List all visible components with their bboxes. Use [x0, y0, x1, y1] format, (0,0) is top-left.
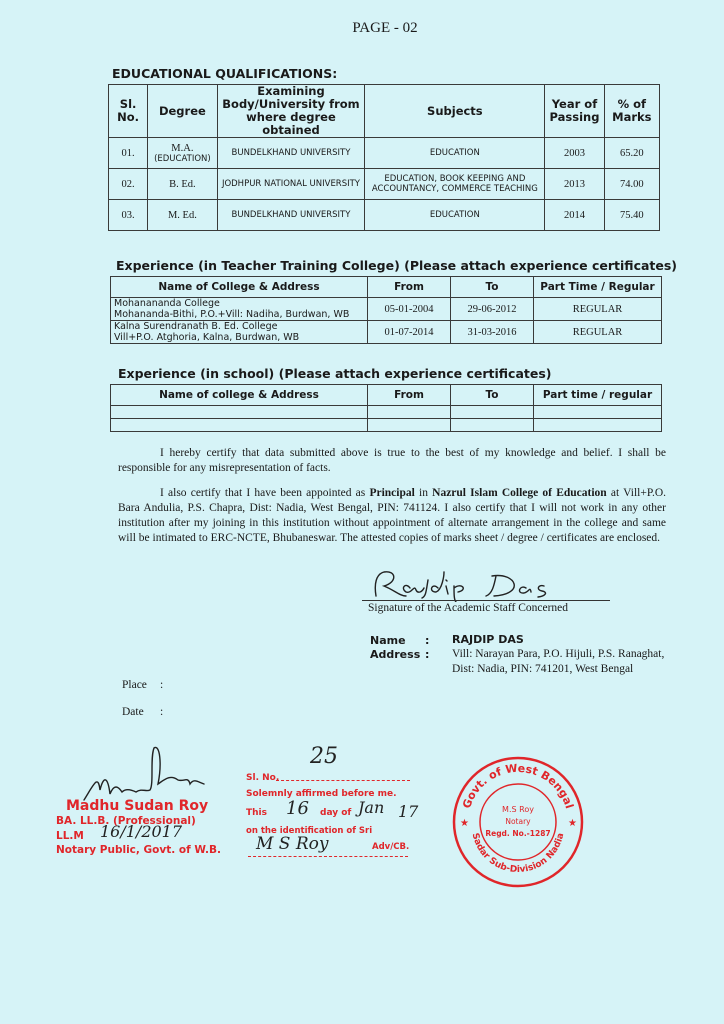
cell-degree: M. Ed. — [148, 200, 217, 231]
place-label: Place — [122, 679, 147, 691]
cell-subjects: EDUCATION, BOOK KEEPING AND ACCOUNTANCY, COMMERCE TEACHING — [365, 169, 545, 200]
day-of-label: day of — [320, 808, 352, 818]
degree-name: M.A. — [171, 142, 194, 154]
col-degree: Degree — [148, 85, 217, 138]
college-name: Mohanananda College — [114, 298, 220, 309]
school-header-row — [111, 385, 662, 406]
handwritten-signature — [366, 566, 586, 602]
notary-handwritten-date: 16/1/2017 — [100, 822, 183, 841]
declaration-paragraph-1 — [118, 446, 666, 476]
serial-handwritten: 25 — [310, 744, 338, 769]
name-colon: : — [425, 634, 430, 647]
adv-label: Adv/CB. — [372, 842, 410, 852]
seal-star-left: ★ — [460, 818, 469, 829]
notary-name: Madhu Sudan Roy — [66, 798, 209, 814]
school-experience-title: Experience (in school) (Please attach experience certificates) — [118, 366, 552, 381]
empty-row — [111, 419, 662, 432]
cell-degree — [148, 138, 217, 169]
cell-degree: B. Ed. — [148, 169, 217, 200]
address-line-2: Dist: Nadia, PIN: 741201, West Bengal — [452, 663, 634, 675]
this-label: This — [246, 808, 267, 818]
identification-line: on the identification of Sri — [246, 826, 373, 836]
page-number: PAGE - 02 — [352, 20, 418, 36]
col-sl: Sl. No. — [109, 85, 148, 138]
cell-college — [111, 321, 368, 344]
text: in — [414, 487, 433, 499]
declaration-text-1: I hereby certify that data submitted above is true to the best of my knowledge and belief. I shall be responsible for any misrepresentation of facts. — [118, 447, 666, 474]
cell-sl: 01. — [109, 138, 148, 169]
position-bold: Principal — [369, 487, 415, 499]
col-year: Year of Passing — [545, 85, 604, 138]
cell-year: 2003 — [545, 138, 604, 169]
col-from: From — [368, 277, 451, 298]
identified-handwritten: M S Roy — [256, 834, 329, 854]
cell-to: 29-06-2012 — [451, 298, 534, 321]
cell-sl: 02. — [109, 169, 148, 200]
col-name: Name of College & Address — [111, 277, 368, 298]
cell-year: 2014 — [545, 200, 604, 231]
col-type: Part Time / Regular — [534, 277, 662, 298]
empty-cell — [451, 419, 534, 432]
cell-college — [111, 298, 368, 321]
cell-subjects: EDUCATION — [365, 138, 545, 169]
college-experience-title: Experience (in Teacher Training College) (Please attach experience certificates) — [116, 258, 678, 273]
empty-cell — [111, 419, 368, 432]
empty-cell — [534, 406, 662, 419]
institution-bold: Nazrul Islam College of Education — [432, 487, 607, 499]
empty-cell — [368, 419, 451, 432]
cell-body: BUNDELKHAND UNIVERSITY — [217, 200, 365, 231]
notary-signature — [80, 744, 220, 804]
table-row — [109, 138, 660, 169]
name-label: Name — [370, 634, 406, 647]
education-title: EDUCATIONAL QUALIFICATIONS: — [112, 66, 338, 81]
text: I also certify that I have been appointed as — [160, 487, 370, 499]
cell-from: 01-07-2014 — [368, 321, 451, 344]
empty-cell — [368, 406, 451, 419]
cell-type: REGULAR — [534, 298, 662, 321]
college-header-row — [111, 277, 662, 298]
college-address: Mohananda-Bithi, P.O.+Vill: Nadiha, Burdwan, WB — [114, 309, 350, 320]
school-experience-table — [110, 384, 662, 432]
sl-no-label: Sl. No. — [246, 773, 280, 783]
text: at Vill+P.O. Bara Andulia, P.S. Chapra, Dist: Nadia, West Bengal, PIN: 741124. I also certify that I will not work in any other institution after my joining in this institution without appointment of alternate arrangement in the college and same will be intimated to ERC-NCTE, Bhubaneswar. The attested copies of marks sheet / degree / certificates are enclosed. — [118, 487, 667, 544]
cell-sl: 03. — [109, 200, 148, 231]
seal-top-text: Govt. of West Bengal — [460, 761, 576, 811]
notary-llm: LL.M — [56, 830, 84, 842]
college-name: Kalna Surendranath B. Ed. College — [114, 321, 278, 332]
col-marks: % of Marks — [604, 85, 659, 138]
bottom-line — [248, 856, 408, 857]
table-row — [109, 200, 660, 231]
cell-marks: 74.00 — [604, 169, 659, 200]
col-type: Part time / regular — [534, 385, 662, 406]
day-handwritten: 16 — [286, 798, 309, 819]
date-label: Date — [122, 706, 144, 718]
affirmed-line: Solemnly affirmed before me. — [246, 789, 397, 799]
cell-to: 31-03-2016 — [451, 321, 534, 344]
table-row — [111, 321, 662, 344]
col-name: Name of college & Address — [111, 385, 368, 406]
degree-sub: (EDUCATION) — [154, 153, 211, 164]
empty-cell — [534, 419, 662, 432]
empty-row — [111, 406, 662, 419]
cell-subjects: EDUCATION — [365, 200, 545, 231]
cell-year: 2013 — [545, 169, 604, 200]
education-header-row — [109, 85, 660, 138]
table-row — [109, 169, 660, 200]
cell-marks: 65.20 — [604, 138, 659, 169]
signature-line — [362, 600, 610, 601]
cell-type: REGULAR — [534, 321, 662, 344]
col-subjects: Subjects — [365, 85, 545, 138]
cell-body: BUNDELKHAND UNIVERSITY — [217, 138, 365, 169]
col-from: From — [368, 385, 451, 406]
address-colon: : — [425, 648, 430, 661]
seal-bottom-text: Sadar Sub-Division Nadia — [469, 832, 567, 876]
year-handwritten: 17 — [398, 802, 419, 821]
date-colon: : — [160, 706, 164, 718]
cell-marks: 75.40 — [604, 200, 659, 231]
address-label: Address — [370, 648, 421, 661]
education-table — [108, 84, 660, 231]
round-seal — [448, 752, 588, 892]
month-handwritten: Jan — [358, 798, 385, 817]
seal-inner-2: Notary — [505, 817, 531, 826]
seal-star-right: ★ — [568, 818, 577, 829]
address-line-1: Vill: Narayan Para, P.O. Hijuli, P.S. Ranaghat, — [452, 648, 665, 660]
place-colon: : — [160, 679, 164, 691]
col-to: To — [451, 385, 534, 406]
notary-title: Notary Public, Govt. of W.B. — [56, 844, 222, 856]
signature-caption: Signature of the Academic Staff Concerned — [368, 602, 569, 614]
declaration-paragraph-2 — [118, 486, 666, 546]
college-experience-table — [110, 276, 662, 344]
seal-inner-3: Regd. No.-1287 — [485, 829, 551, 838]
seal-inner-1: M.S Roy — [502, 805, 534, 814]
col-to: To — [451, 277, 534, 298]
col-body: Examining Body/University from where degree obtained — [217, 85, 365, 138]
table-row — [111, 298, 662, 321]
cell-body: JODHPUR NATIONAL UNIVERSITY — [217, 169, 365, 200]
sl-no-line — [276, 780, 410, 781]
cell-from: 05-01-2004 — [368, 298, 451, 321]
notary-qualification: BA. LL.B. (Professional) — [56, 815, 196, 827]
empty-cell — [111, 406, 368, 419]
name-value: RAJDIP DAS — [452, 633, 524, 646]
empty-cell — [451, 406, 534, 419]
college-address: Vill+P.O. Atghoria, Kalna, Burdwan, WB — [114, 332, 300, 343]
